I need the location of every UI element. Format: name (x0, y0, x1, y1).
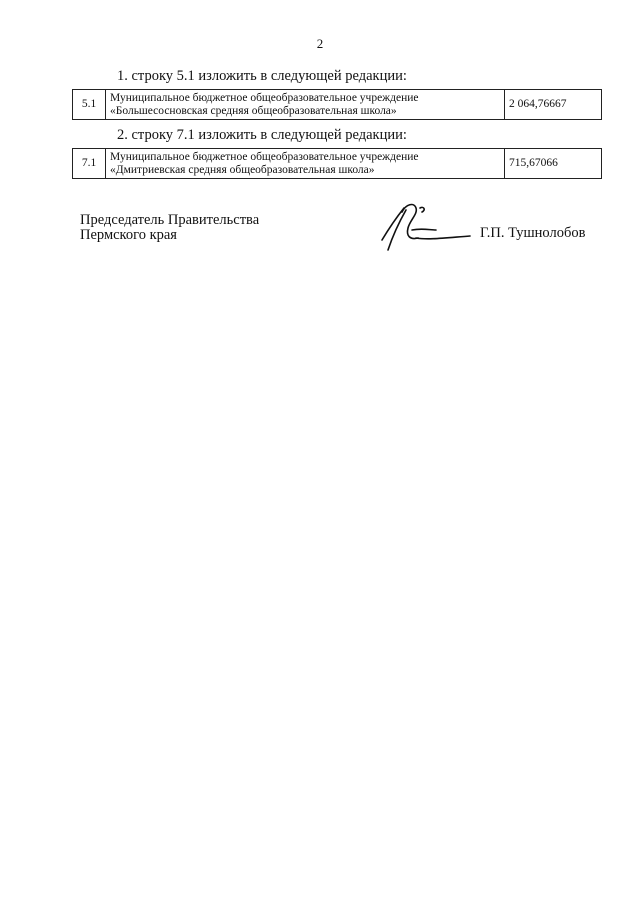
amount-value: 715,67066 (505, 149, 602, 179)
page-number: 2 (316, 36, 324, 51)
institution-name-line-2: «Дмитриевская средняя общеобразовательная школа» (110, 163, 375, 176)
row-number: 5.1 (73, 90, 106, 120)
amount-value: 2 064,76667 (505, 90, 602, 120)
table-row (73, 90, 602, 120)
institution-name (106, 90, 505, 120)
institution-name-line-1: Муниципальное бюджетное общеобразовательное учреждение (110, 151, 419, 163)
amendment-table-1 (72, 89, 602, 120)
signatory-title (80, 213, 259, 243)
signer-name: Г.П. Тушнолобов (480, 225, 586, 241)
handwritten-signature-icon (378, 200, 478, 252)
amendment-table-2 (72, 148, 602, 179)
institution-name-line-1: Муниципальное бюджетное общеобразовательное учреждение (110, 92, 419, 104)
institution-name-line-2: «Большесосновская средняя общеобразовательная школа» (110, 104, 397, 117)
signatory-title-line-2: Пермского края (80, 227, 177, 243)
row-number: 7.1 (73, 149, 106, 179)
institution-name (106, 149, 505, 179)
amendment-instruction-2: 2. строку 7.1 изложить в следующей редакции: (117, 127, 407, 143)
table-row (73, 149, 602, 179)
amendment-instruction-1: 1. строку 5.1 изложить в следующей редакции: (117, 68, 407, 84)
signatory-title-line-1: Председатель Правительства (80, 212, 260, 228)
